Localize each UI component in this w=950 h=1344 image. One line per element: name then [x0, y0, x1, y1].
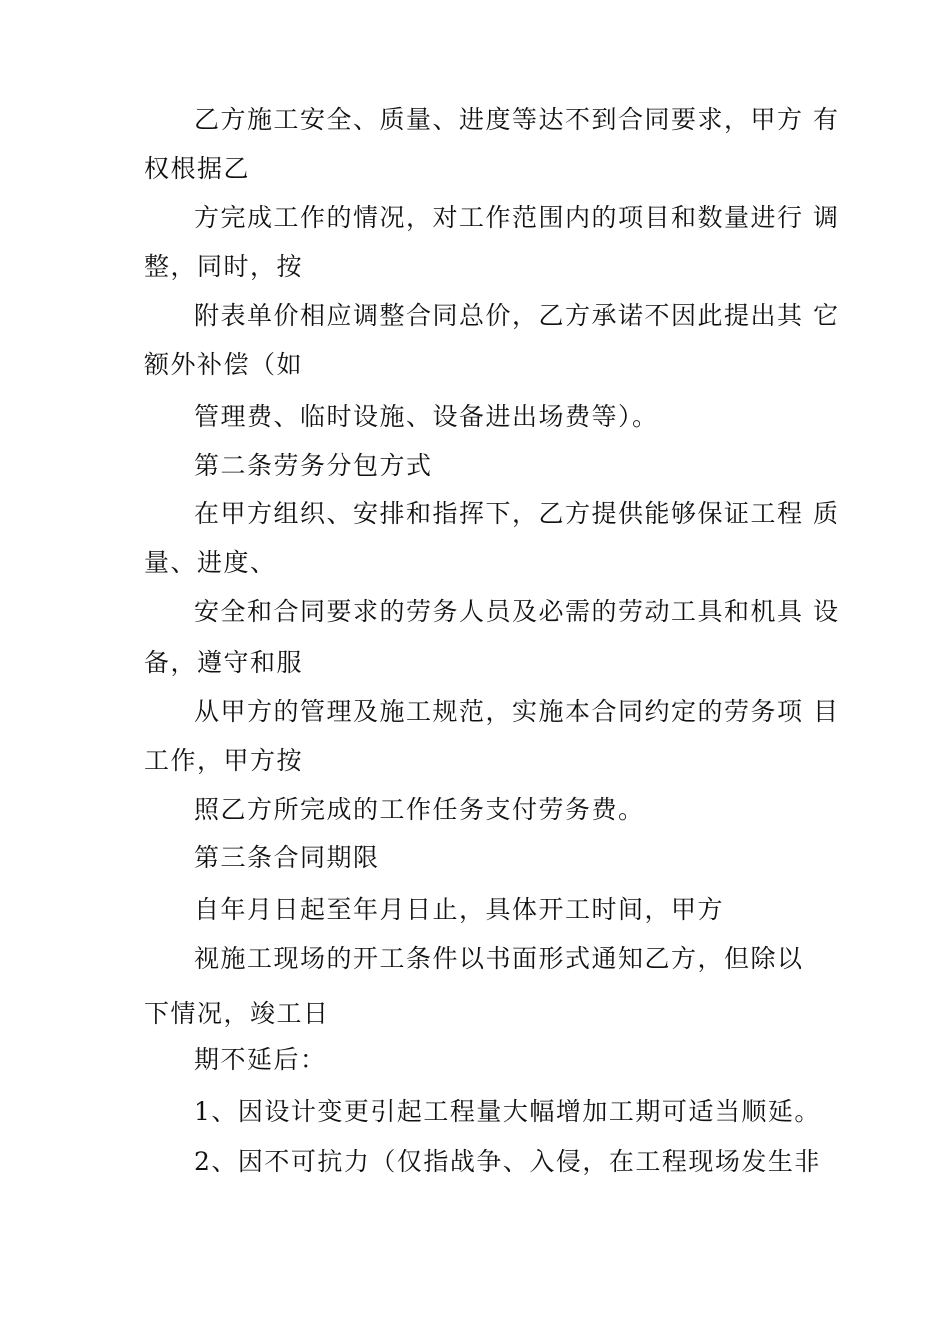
text-line: 量、进度、: [144, 548, 277, 577]
text-line: 下情况，竣工日: [144, 999, 330, 1028]
text-line: 权根据乙: [144, 154, 251, 183]
text-line: 期不延后：: [194, 1045, 327, 1074]
text-line: 自年月日起至年月日止，具体开工时间，甲方: [194, 895, 725, 924]
list-item: 2、因不可抗力（仅指战争、入侵，在工程现场发生非: [194, 1147, 821, 1176]
text-line: 备，遵守和服: [144, 648, 304, 677]
section-heading: 第二条劳务分包方式: [194, 451, 433, 480]
text-line: 管理费、临时设施、设备进出场费等）。: [194, 402, 659, 431]
text-line: 视施工现场的开工条件以书面形式通知乙方，但除以: [194, 944, 804, 973]
list-item: 1、因设计变更引起工程量大幅增加工期可适当顺延。: [194, 1097, 821, 1126]
text-line: 在甲方组织、安排和指挥下，乙方提供能够保证工程 质: [194, 499, 840, 528]
text-line: 工作，甲方按: [144, 746, 304, 775]
text-line: 安全和合同要求的劳务人员及必需的劳动工具和机具 设: [194, 597, 840, 626]
text-line: 乙方施工安全、质量、进度等达不到合同要求，甲方 有: [194, 105, 840, 134]
text-line: 附表单价相应调整合同总价，乙方承诺不因此提出其 它: [194, 301, 840, 330]
text-line: 照乙方所完成的工作任务支付劳务费。: [194, 795, 645, 824]
text-line: 从甲方的管理及施工规范，实施本合同约定的劳务项 目: [194, 697, 840, 726]
section-heading: 第三条合同期限: [194, 843, 380, 872]
text-line: 方完成工作的情况，对工作范围内的项目和数量进行 调: [194, 203, 840, 232]
text-line: 整，同时，按: [144, 252, 304, 281]
text-line: 额外补偿（如: [144, 350, 304, 379]
